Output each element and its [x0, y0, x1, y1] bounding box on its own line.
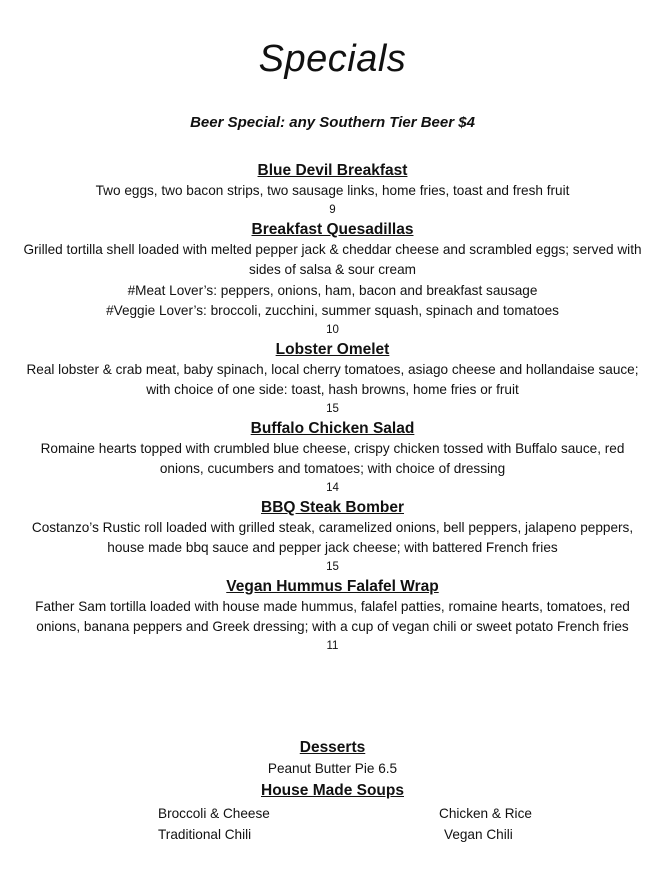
item-name: Lobster Omelet: [275, 340, 390, 358]
menu-item-blue-devil-breakfast: [18, 160, 647, 219]
menu-item-lobster-omelet: [18, 339, 647, 418]
item-price: 10: [326, 323, 339, 336]
item-description: Two eggs, two bacon strips, two sausage links, home fries, toast and fresh fruit: [95, 183, 570, 198]
item-description: Grilled tortilla shell loaded with melted pepper jack & cheddar cheese and scrambled eggs; served with sides of salsa & sour cream: [23, 241, 642, 277]
item-price: 11: [326, 639, 339, 652]
item-name: Breakfast Quesadillas: [251, 220, 414, 238]
item-price: 9: [329, 203, 336, 216]
desserts-heading: Desserts: [299, 739, 366, 756]
soup-item: Vegan Chili: [444, 827, 513, 842]
item-price: 15: [326, 402, 339, 415]
item-name: BBQ Steak Bomber: [261, 498, 404, 516]
soup-item: Chicken & Rice: [439, 806, 532, 821]
item-name: Vegan Hummus Falafel Wrap: [226, 577, 439, 595]
item-price: 14: [326, 481, 339, 494]
item-description: Romaine hearts topped with crumbled blue cheese, crispy chicken tossed with Buffalo sauce, red onions, cucumbers and tomatoes; with choice of dressing: [40, 440, 625, 476]
soups-heading: House Made Soups: [261, 782, 404, 799]
soup-item: Traditional Chili: [158, 827, 252, 842]
menu-item-breakfast-quesadillas: [18, 219, 647, 339]
desserts-section: [0, 737, 665, 801]
soup-item: Broccoli & Cheese: [158, 806, 270, 821]
item-option-veggie-lovers: #Veggie Lover’s: broccoli, zucchini, summer squash, spinach and tomatoes: [106, 303, 559, 318]
item-description: Costanzo’s Rustic roll loaded with grilled steak, caramelized onions, bell peppers, jalapeno peppers, house made bbq sauce and pepper jack cheese; with battered French fries: [31, 519, 634, 555]
menu-item-vegan-hummus-falafel-wrap: [18, 576, 647, 655]
item-option-meat-lovers: #Meat Lover’s: peppers, onions, ham, bacon and breakfast sausage: [127, 282, 538, 298]
menu-item-buffalo-chicken-salad: [18, 418, 647, 497]
specials-list: [18, 160, 647, 655]
item-description: Real lobster & crab meat, baby spinach, local cherry tomatoes, asiago cheese and hollandaise sauce; with choice of one side: toast, hash browns, home fries or fruit: [26, 361, 639, 397]
page-title: Specials: [258, 38, 407, 80]
menu-item-bbq-steak-bomber: [18, 497, 647, 576]
dessert-item: Peanut Butter Pie 6.5: [267, 761, 398, 776]
item-description: Father Sam tortilla loaded with house made hummus, falafel patties, romaine hearts, tomatoes, red onions, banana peppers and Greek dressing; with a cup of vegan chili or sweet potato French fries: [35, 598, 630, 634]
item-name: Blue Devil Breakfast: [257, 162, 408, 179]
item-price: 15: [326, 560, 339, 573]
beer-special: Beer Special: any Southern Tier Beer $4: [190, 114, 475, 131]
item-name: Buffalo Chicken Salad: [250, 419, 415, 437]
soups-list: [0, 803, 665, 847]
